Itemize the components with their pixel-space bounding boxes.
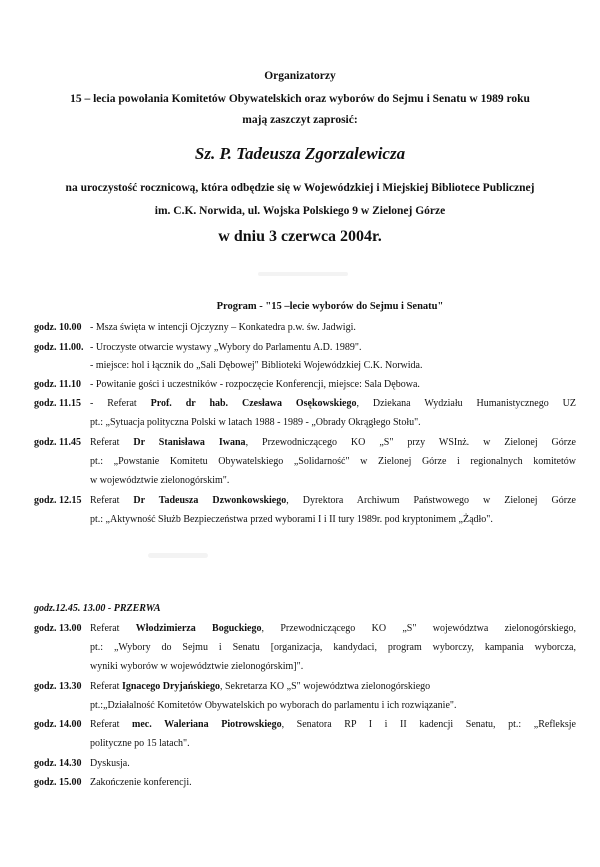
speaker-name: Ignacego Dryjańskiego bbox=[121, 681, 220, 692]
row-text: Referat Dr Stanisława Iwana, Przewodniczącego KO „S" przy WSInż. w Zielonej Górze bbox=[90, 437, 576, 448]
invitee-name: Sz. P. Tadeusza Zgorzalewicza bbox=[194, 144, 406, 163]
row-time: godz. 15.00 bbox=[34, 777, 82, 788]
row-time: godz. 11.10 bbox=[34, 379, 81, 390]
row-text: Referat Ignacego Dryjańskiego, Sekretarza KO „S" województwa zielonogórskiego bbox=[90, 681, 431, 692]
row-text: pt.: „Powstanie Komitetu Obywatelskiego „Solidarność" w Zielonej Górze i regionalnych komitetów bbox=[90, 456, 576, 467]
event-date: w dniu 3 czerwca 2004r. bbox=[218, 228, 382, 245]
row-text: Referat Włodzimierza Boguckiego, Przewodniczącego KO „S" województwa zielonogórskiego, bbox=[90, 623, 576, 634]
row-time: godz. 13.30 bbox=[34, 681, 82, 692]
venue-line-2: im. C.K. Norwida, ul. Wojska Polskiego 9 w Zielonej Górze bbox=[154, 205, 446, 217]
organizers-heading: Organizatorzy bbox=[264, 70, 336, 82]
row-time: godz. 12.15 bbox=[34, 495, 82, 506]
row-text: pt.:„Działalność Komitetów Obywatelskich po wyborach do parlamentu i ich rozwiązanie". bbox=[90, 700, 457, 711]
program-title: Program - "15 –lecie wyborów do Sejmu i Senatu" bbox=[216, 301, 444, 312]
row-text: wyniki wyborów w województwie zielonogórskim]". bbox=[90, 661, 304, 672]
row-text: pt.: „Aktywność Służb Bezpieczeństwa przed wyborami I i II tury 1989r. pod kryptonimem „Żądło". bbox=[90, 514, 493, 525]
row-text: polityczne po 15 latach". bbox=[90, 738, 190, 749]
speaker-name: mec. Waleriana Piotrowskiego bbox=[132, 719, 282, 730]
venue-line-1: na uroczystość rocznicową, która odbędzie się w Wojewódzkiej i Miejskiej Bibliotece Publicznej bbox=[65, 182, 535, 194]
row-text: - Powitanie gości i uczestników - rozpoczęcie Konferencji, miejsce: Sala Dębowa. bbox=[90, 379, 420, 390]
row-time: godz. 10.00 bbox=[34, 322, 82, 333]
row-text: - Msza święta w intencji Ojczyzny – Konkatedra p.w. św. Jadwigi. bbox=[90, 322, 356, 333]
scan-smudge bbox=[258, 272, 348, 276]
speaker-name: Włodzimierza Boguckiego bbox=[135, 623, 262, 634]
row-time: godz. 11.15 bbox=[34, 398, 81, 409]
row-time: godz. 14.00 bbox=[34, 719, 82, 730]
row-time: godz. 14.30 bbox=[34, 758, 82, 769]
anniversary-line: 15 – lecia powołania Komitetów Obywatelskich oraz wyborów do Sejmu i Senatu w 1989 roku bbox=[70, 93, 530, 105]
row-text: Referat mec. Waleriana Piotrowskiego, Senatora RP I i II kadencji Senatu, pt.: „Refleksje bbox=[90, 719, 576, 730]
speaker-name: Dr Tadeusza Dzwonkowskiego bbox=[133, 495, 287, 506]
row-text: - miejsce: hol i łącznik do „Sali Dębowej" Biblioteki Wojewódzkiej C.K. Norwida. bbox=[90, 360, 423, 371]
row-text: Referat Dr Tadeusza Dzwonkowskiego, Dyrektora Archiwum Państwowego w Zielonej Górze bbox=[90, 495, 576, 506]
row-text: pt.: „Sytuacja polityczna Polski w latach 1988 - 1989 - „Obrady Okrągłego Stołu". bbox=[90, 417, 421, 428]
row-text: Zakończenie konferencji. bbox=[90, 777, 192, 788]
row-time: godz. 11.45 bbox=[34, 437, 81, 448]
row-text: - Referat Prof. dr hab. Czesława Osękowskiego, Dziekana Wydziału Humanistycznego UZ bbox=[90, 398, 576, 409]
scan-smudge bbox=[148, 553, 208, 558]
speaker-name: Prof. dr hab. Czesława Osękowskiego bbox=[150, 398, 357, 409]
row-time: godz. 13.00 bbox=[34, 623, 82, 634]
row-text: - Uroczyste otwarcie wystawy „Wybory do Parlamentu A.D. 1989". bbox=[90, 342, 362, 353]
row-text: Dyskusja. bbox=[90, 758, 130, 769]
speaker-name: Dr Stanisława Iwana bbox=[133, 437, 246, 448]
break-line: godz.12.45. 13.00 - PRZERWA bbox=[34, 603, 161, 614]
row-text: w województwie zielonogórskim". bbox=[90, 475, 230, 486]
row-time: godz. 11.00. bbox=[34, 342, 84, 353]
row-text: pt.: „Wybory do Sejmu i Senatu [organizacja, kandydaci, program wyborczy, kampania wyborcza, bbox=[90, 642, 576, 653]
invite-phrase: mają zaszczyt zaprosić: bbox=[242, 114, 358, 126]
